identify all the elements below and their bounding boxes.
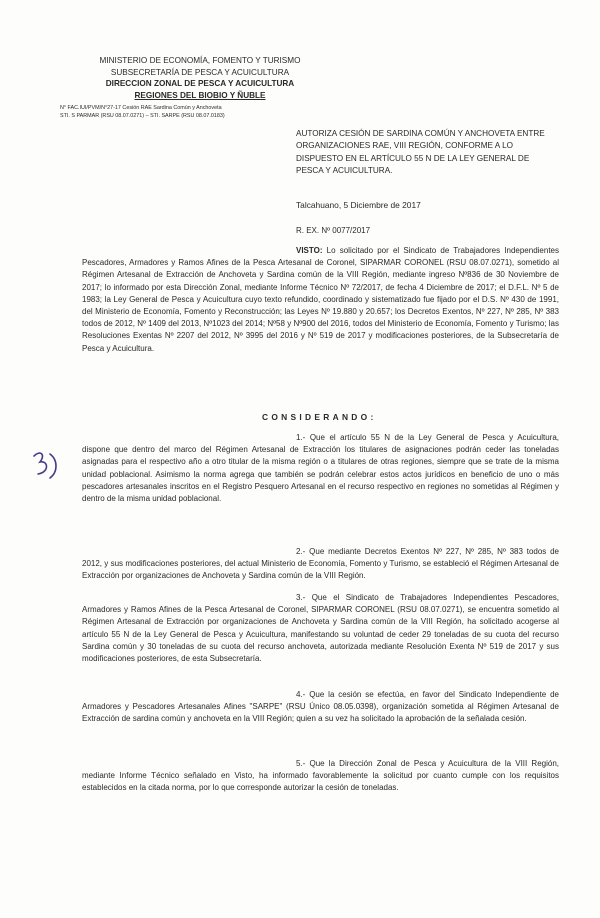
visto-section [82,245,559,355]
considerando-text: 5.- Que la Dirección Zonal de Pesca y Acuicultura de la VIII Región, mediante Informe Técnico señalado en Visto, ha informado favorablemente la solicitud por cuanto cumple con los requisitos establecidos en la citada norma, por lo que corresponde autorizar la cesión de toneladas. [82,759,559,793]
resolution-subject: AUTORIZA CESIÓN DE SARDINA COMÚN Y ANCHOVETA ENTRE ORGANIZACIONES RAE, VIII REGIÓN, CONFORME A LO DISPUESTO EN EL ARTÍCULO 55 N DE LA LEY GENERAL DE PESCA Y ACUICULTURA. [296,129,545,176]
header-subsecretary: SUBSECRETARÍA DE PESCA Y ACUICULTURA [110,67,290,77]
considerando-item-2 [82,546,559,583]
reference-line-2: STI. S PARMAR (RSU 08.07.0271) – STI. SARPE (RSU 08.07.0183) [60,113,225,119]
handwritten-mark [26,448,60,482]
considerando-title: CONSIDERANDO: [262,412,377,422]
considerando-item-4 [82,689,559,726]
considerando-text: 2.- Que mediante Decretos Exentos Nº 227, Nº 285, Nº 383 todos de 2012, y sus modificaciones posteriores, del actual Ministerio de Economía, Fomento y Turismo, se estableció el Régimen Artesanal de Extracción por organizaciones de Anchoveta y Sardina común de la VIII Región. [82,547,559,581]
considerando-item-3 [82,592,559,665]
letterhead [60,55,340,101]
resolution-number: R. EX. Nº 0077/2017 [296,226,371,235]
document-date: Talcahuano, 5 Diciembre de 2017 [296,200,421,210]
considerando-item-5 [82,758,559,795]
considerando-text: 4.- Que la cesión se efectúa, en favor del Sindicato Independiente de Armadores y Pescadores Artesanales Afines "SARPE" (RSU Único 08.05.0398), organización sometida al Régimen Artesanal de Extracción de sardina común y anchoveta en la VIII Región; quien a su vez ha solicitado la aprobación de la señalada cesión. [82,690,559,724]
reference-block [60,104,300,120]
visto-text: Lo solicitado por el Sindicato de Trabajadores Independientes Pescadores, Armadores y Ramos Afines de la Pesca Artesanal de Coronel, SIPARMAR CORONEL (RSU 08.07.0271), sometido al Régimen Artesanal de Extracción de Anchoveta y Sardina común de la VIII Región, mediante ingreso Nº836 de 30 Noviembre de 2017; lo informado por esta Dirección Zonal, mediante Informe Técnico Nº 72/2017, de fecha 4 Diciembre de 2017; el D.F.L. Nº 5 de 1983; la Ley General de Pesca y Acuicultura cuyo texto refundido, coordinado y sistematizado fue fijado por el D.S. Nº 430 de 1991, del Ministerio de Economía, Fomento y Reconstrucción; las Leyes Nº 19.880 y 20.657; los Decretos Exentos, Nº 227, Nº 285, Nº 383 todos de 2012, Nº 1409 del 2013, Nº1023 del 2014; Nº58 y Nº900 del 2016, todos del Ministerio de Economía, Fomento y Turismo; las Resoluciones Exentas Nº 2207 del 2012, Nº 3995 del 2016 y Nº 519 de 2017 y modificaciones posteriores, de la Subsecretaría de Pesca y Acuicultura. [82,246,559,353]
header-regions: REGIONES DEL BIOBIO Y ÑUBLE [134,90,266,100]
visto-label: VISTO: [296,246,323,255]
header-direction: DIRECCION ZONAL DE PESCA Y ACUICULTURA [105,79,295,88]
considerando-text: 1.- Que el artículo 55 N de la Ley General de Pesca y Acuicultura, dispone que dentro del marco del Régimen Artesanal de Extracción los titulares de asignaciones podrán ceder las toneladas asignadas para el respectivo año a otro titular de la misma región o a titulares de otras regiones, siempre que se trate de la misma unidad poblacional. Asimismo la norma agrega que también se podrán celebrar estos actos jurídicos en beneficio de uno o más pescadores artesanales inscritos en el Registro Pesquero Artesanal en el recurso respectivo en regiones no sometidas al Régimen y dentro de la misma unidad poblacional. [82,433,559,504]
header-ministry: MINISTERIO DE ECONOMÍA, FOMENTO Y TURISMO [99,56,301,65]
considerando-text: 3.- Que el Sindicato de Trabajadores Independientes Pescadores, Armadores y Ramos Afines de la Pesca Artesanal de Coronel, SIPARMAR CORONEL (RSU 08.07.0271), se encuentra sometido al Régimen Artesanal de Extracción por organizaciones de Anchoveta y Sardina común de la VIII Región, ha solicitado acogerse al artículo 55 N de la Ley General de Pesca y Acuicultura, manifestando su voluntad de ceder 29 toneladas de su cuota del recurso Sardina común y 30 toneladas de su cuota del recurso anchoveta, autorizada mediante Resolución Exenta Nº 519 de 2017 y sus modificaciones posteriores, de esta Subsecretaría. [82,593,559,664]
considerando-item-1 [82,432,559,505]
reference-line-1: N° FAC.IUI/PVM/N°27-17 Cesión RAE Sardina Común y Anchoveta [60,105,222,111]
